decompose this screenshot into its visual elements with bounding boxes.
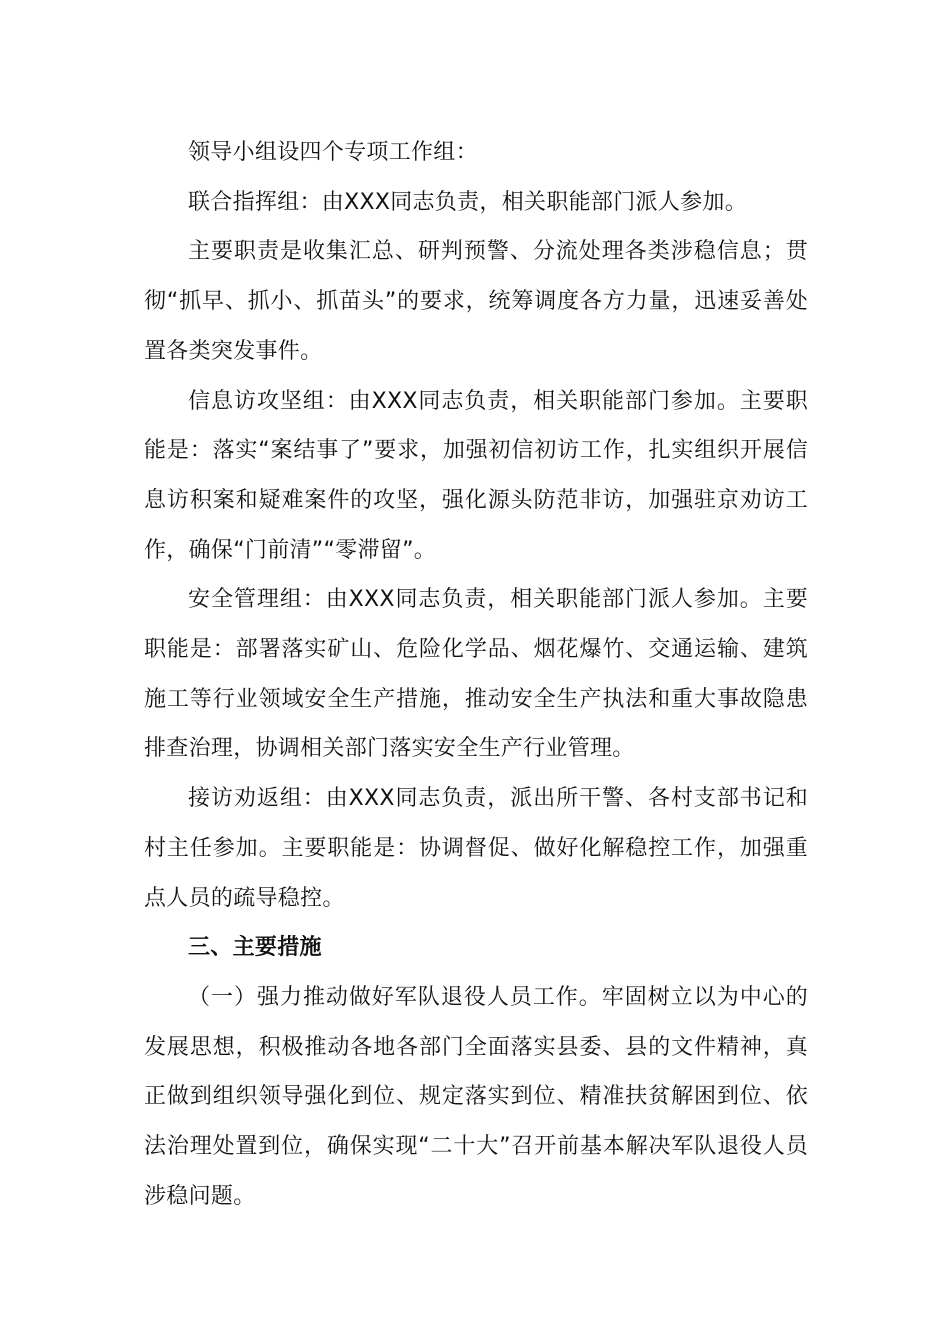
paragraph-petition-group: 信息访攻坚组：由XXX同志负责，相关职能部门参加。主要职能是：落实“案结事了”要求，加强初信初访工作，扎实组织开展信息访积案和疑难案件的攻坚，强化源头防范非访，加强驻京劝访工作，确保“门前清”“零滞留”。 — [144, 388, 808, 563]
paragraph-joint-command-duties: 主要职责是收集汇总、研判预警、分流处理各类涉稳信息；贯彻“抓早、抓小、抓苗头”的要求，统筹调度各方力量，迅速妥善处置各类突发事件。 — [144, 239, 808, 364]
paragraph-reception-group: 接访劝返组：由XXX同志负责，派出所干警、各村支部书记和村主任参加。主要职能是：协调督促、做好化解稳控工作，加强重点人员的疏导稳控。 — [144, 786, 808, 911]
paragraph-joint-command-group: 联合指挥组：由XXX同志负责，相关职能部门派人参加。 — [188, 189, 748, 215]
paragraph-work-groups-intro: 领导小组设四个专项工作组： — [188, 140, 478, 165]
section-heading-main-measures: 三、主要措施 — [188, 935, 322, 961]
paragraph-measure-1: （一）强力推动做好军队退役人员工作。牢固树立以为中心的发展思想，积极推动各地各部门全面落实县委、县的文件精神，真正做到组织领导强化到位、规定落实到位、精准扶贫解困到位、依法治理处置到位，确保实现“二十大”召开前基本解决军队退役人员涉稳问题。 — [144, 984, 808, 1209]
paragraph-safety-group: 安全管理组：由XXX同志负责，相关职能部门派人参加。主要职能是：部署落实矿山、危险化学品、烟花爆竹、交通运输、建筑施工等行业领域安全生产措施，推动安全生产执法和重大事故隐患排查治理，协调相关部门落实安全生产行业管理。 — [144, 587, 808, 762]
document-body — [144, 128, 808, 1221]
